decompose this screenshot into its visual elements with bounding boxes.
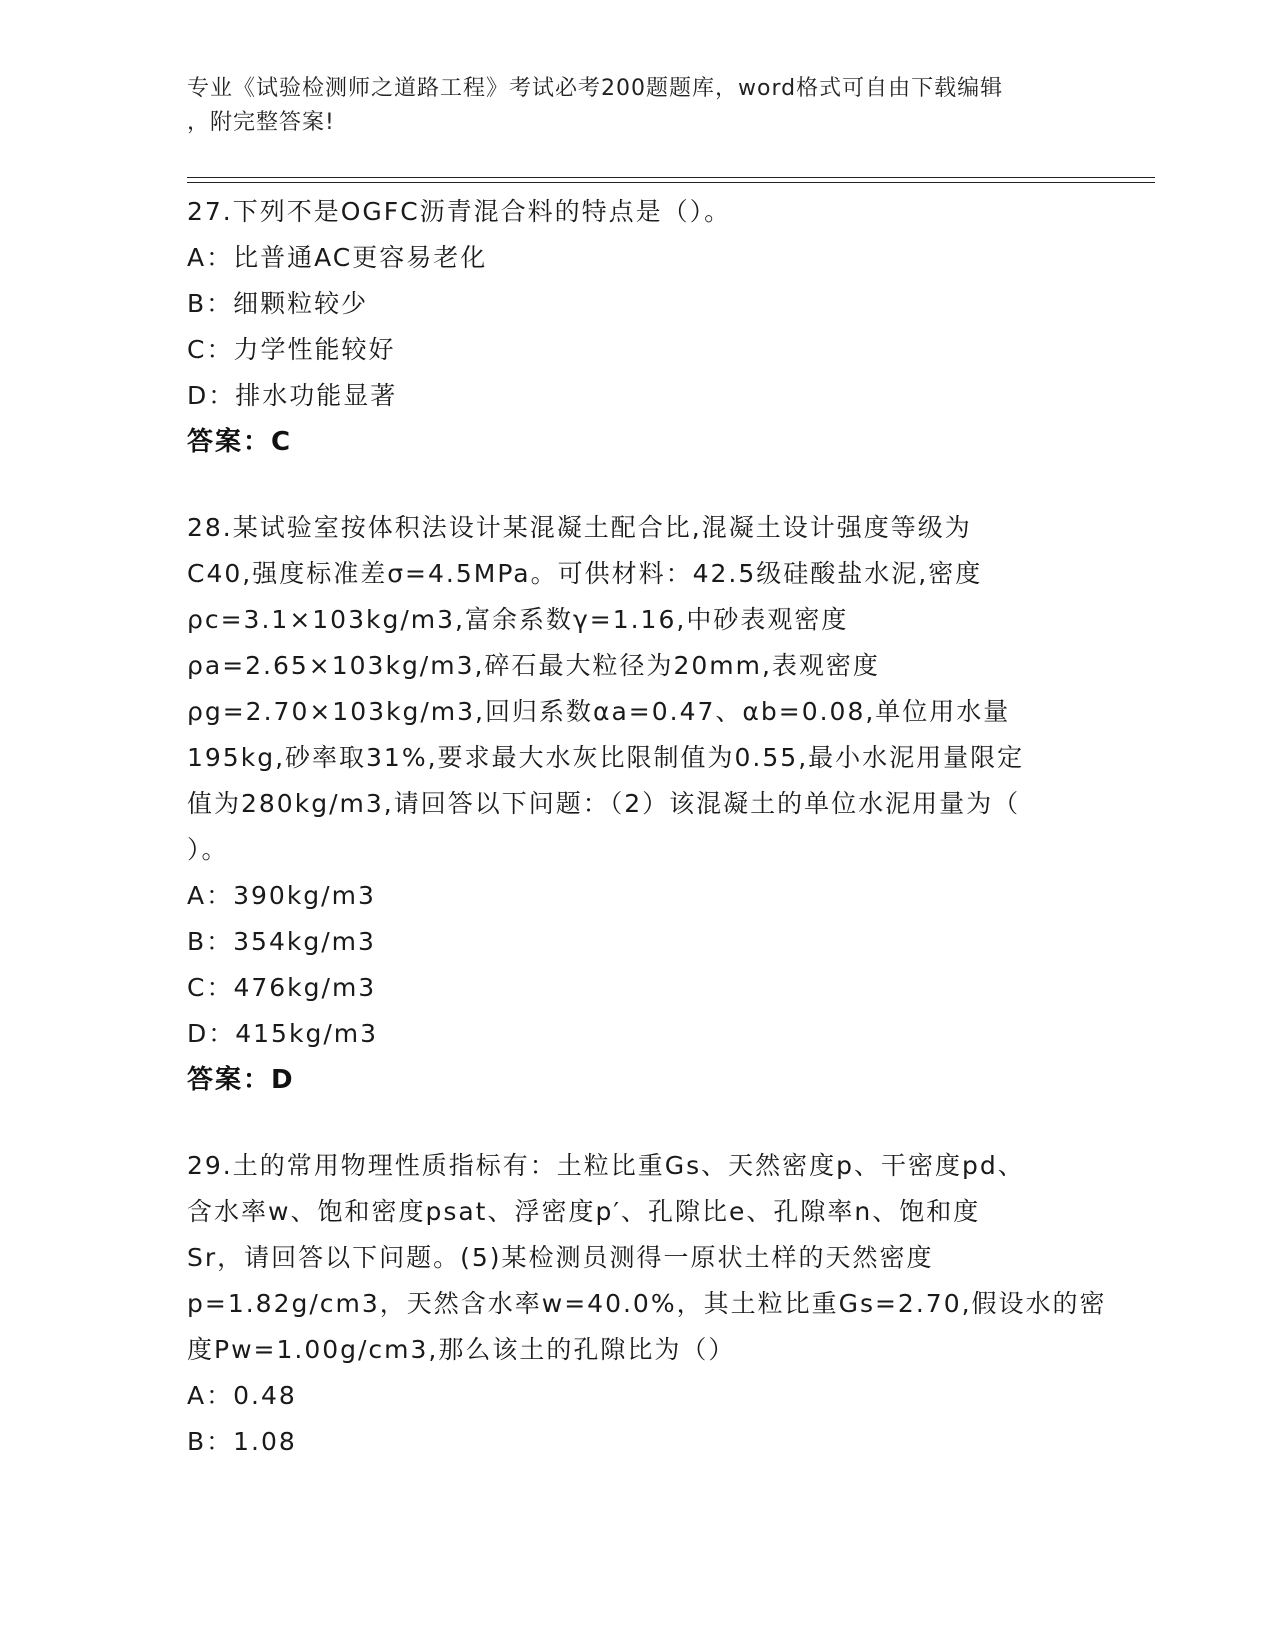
question-stem-line: 28.某试验室按体积法设计某混凝土配合比,混凝土设计强度等级为 <box>187 513 972 542</box>
question-stem-line: Sr，请回答以下问题。(5)某检测员测得一原状土样的天然密度 <box>187 1243 934 1272</box>
spacer <box>187 465 1087 505</box>
question-stem-line: 29.土的常用物理性质指标有：土粒比重Gs、天然密度p、干密度pd、 <box>187 1151 1025 1180</box>
question-stem-line: ）。 <box>187 835 229 864</box>
question-list <box>187 189 1107 1465</box>
option-d: D：排水功能显著 <box>187 381 398 410</box>
option-c: C：力学性能较好 <box>187 335 396 364</box>
question-stem-line: 195kg,砂率取31%,要求最大水灰比限制值为0.55,最小水泥用量限定 <box>187 743 1025 772</box>
option-b: B：1.08 <box>187 1427 297 1456</box>
option-d: D：415kg/m3 <box>187 1019 378 1048</box>
question-27 <box>187 189 1087 465</box>
header-rule-bottom <box>187 182 1155 183</box>
question-stem-line: p=1.82g/cm3，天然含水率w=40.0%，其土粒比重Gs=2.70,假设水的密 <box>187 1289 1107 1318</box>
question-stem-line: C40,强度标准差σ=4.5MPa。可供材料：42.5级硅酸盐水泥,密度 <box>187 559 983 588</box>
option-b: B：354kg/m3 <box>187 927 376 956</box>
question-stem-line: 27.下列不是OGFC沥青混合料的特点是（）。 <box>187 197 732 226</box>
header-line-2: ，附完整答案! <box>187 110 335 135</box>
question-stem-line: 含水率w、饱和密度psat、浮密度p′、孔隙比e、孔隙率n、饱和度 <box>187 1197 981 1226</box>
question-stem-line: 值为280kg/m3,请回答以下问题：（2）该混凝土的单位水泥用量为（ <box>187 789 1021 818</box>
option-a: A：0.48 <box>187 1381 297 1410</box>
question-stem-line: ρa=2.65×103kg/m3,碎石最大粒径为20mm,表观密度 <box>187 651 880 680</box>
option-b: B：细颗粒较少 <box>187 289 369 318</box>
option-a: A：390kg/m3 <box>187 881 376 910</box>
question-stem-line: ρc=3.1×103kg/m3,富余系数γ=1.16,中砂表观密度 <box>187 605 849 634</box>
answer: 答案：C <box>187 427 293 457</box>
answer: 答案：D <box>187 1065 295 1095</box>
question-stem-line: ρg=2.70×103kg/m3,回归系数αa=0.47、αb=0.08,单位用水量 <box>187 697 1011 726</box>
option-c: C：476kg/m3 <box>187 973 377 1002</box>
header-rule-top <box>187 177 1155 178</box>
question-28 <box>187 505 1087 1103</box>
spacer <box>187 1103 1087 1143</box>
page-header <box>187 72 1067 140</box>
option-a: A：比普通AC更容易老化 <box>187 243 488 272</box>
question-29 <box>187 1143 1107 1465</box>
header-line-1: 专业《试验检测师之道路工程》考试必考200题题库，word格式可自由下载编辑 <box>187 76 1004 101</box>
question-stem-line: 度Pw=1.00g/cm3,那么该土的孔隙比为（） <box>187 1335 736 1364</box>
